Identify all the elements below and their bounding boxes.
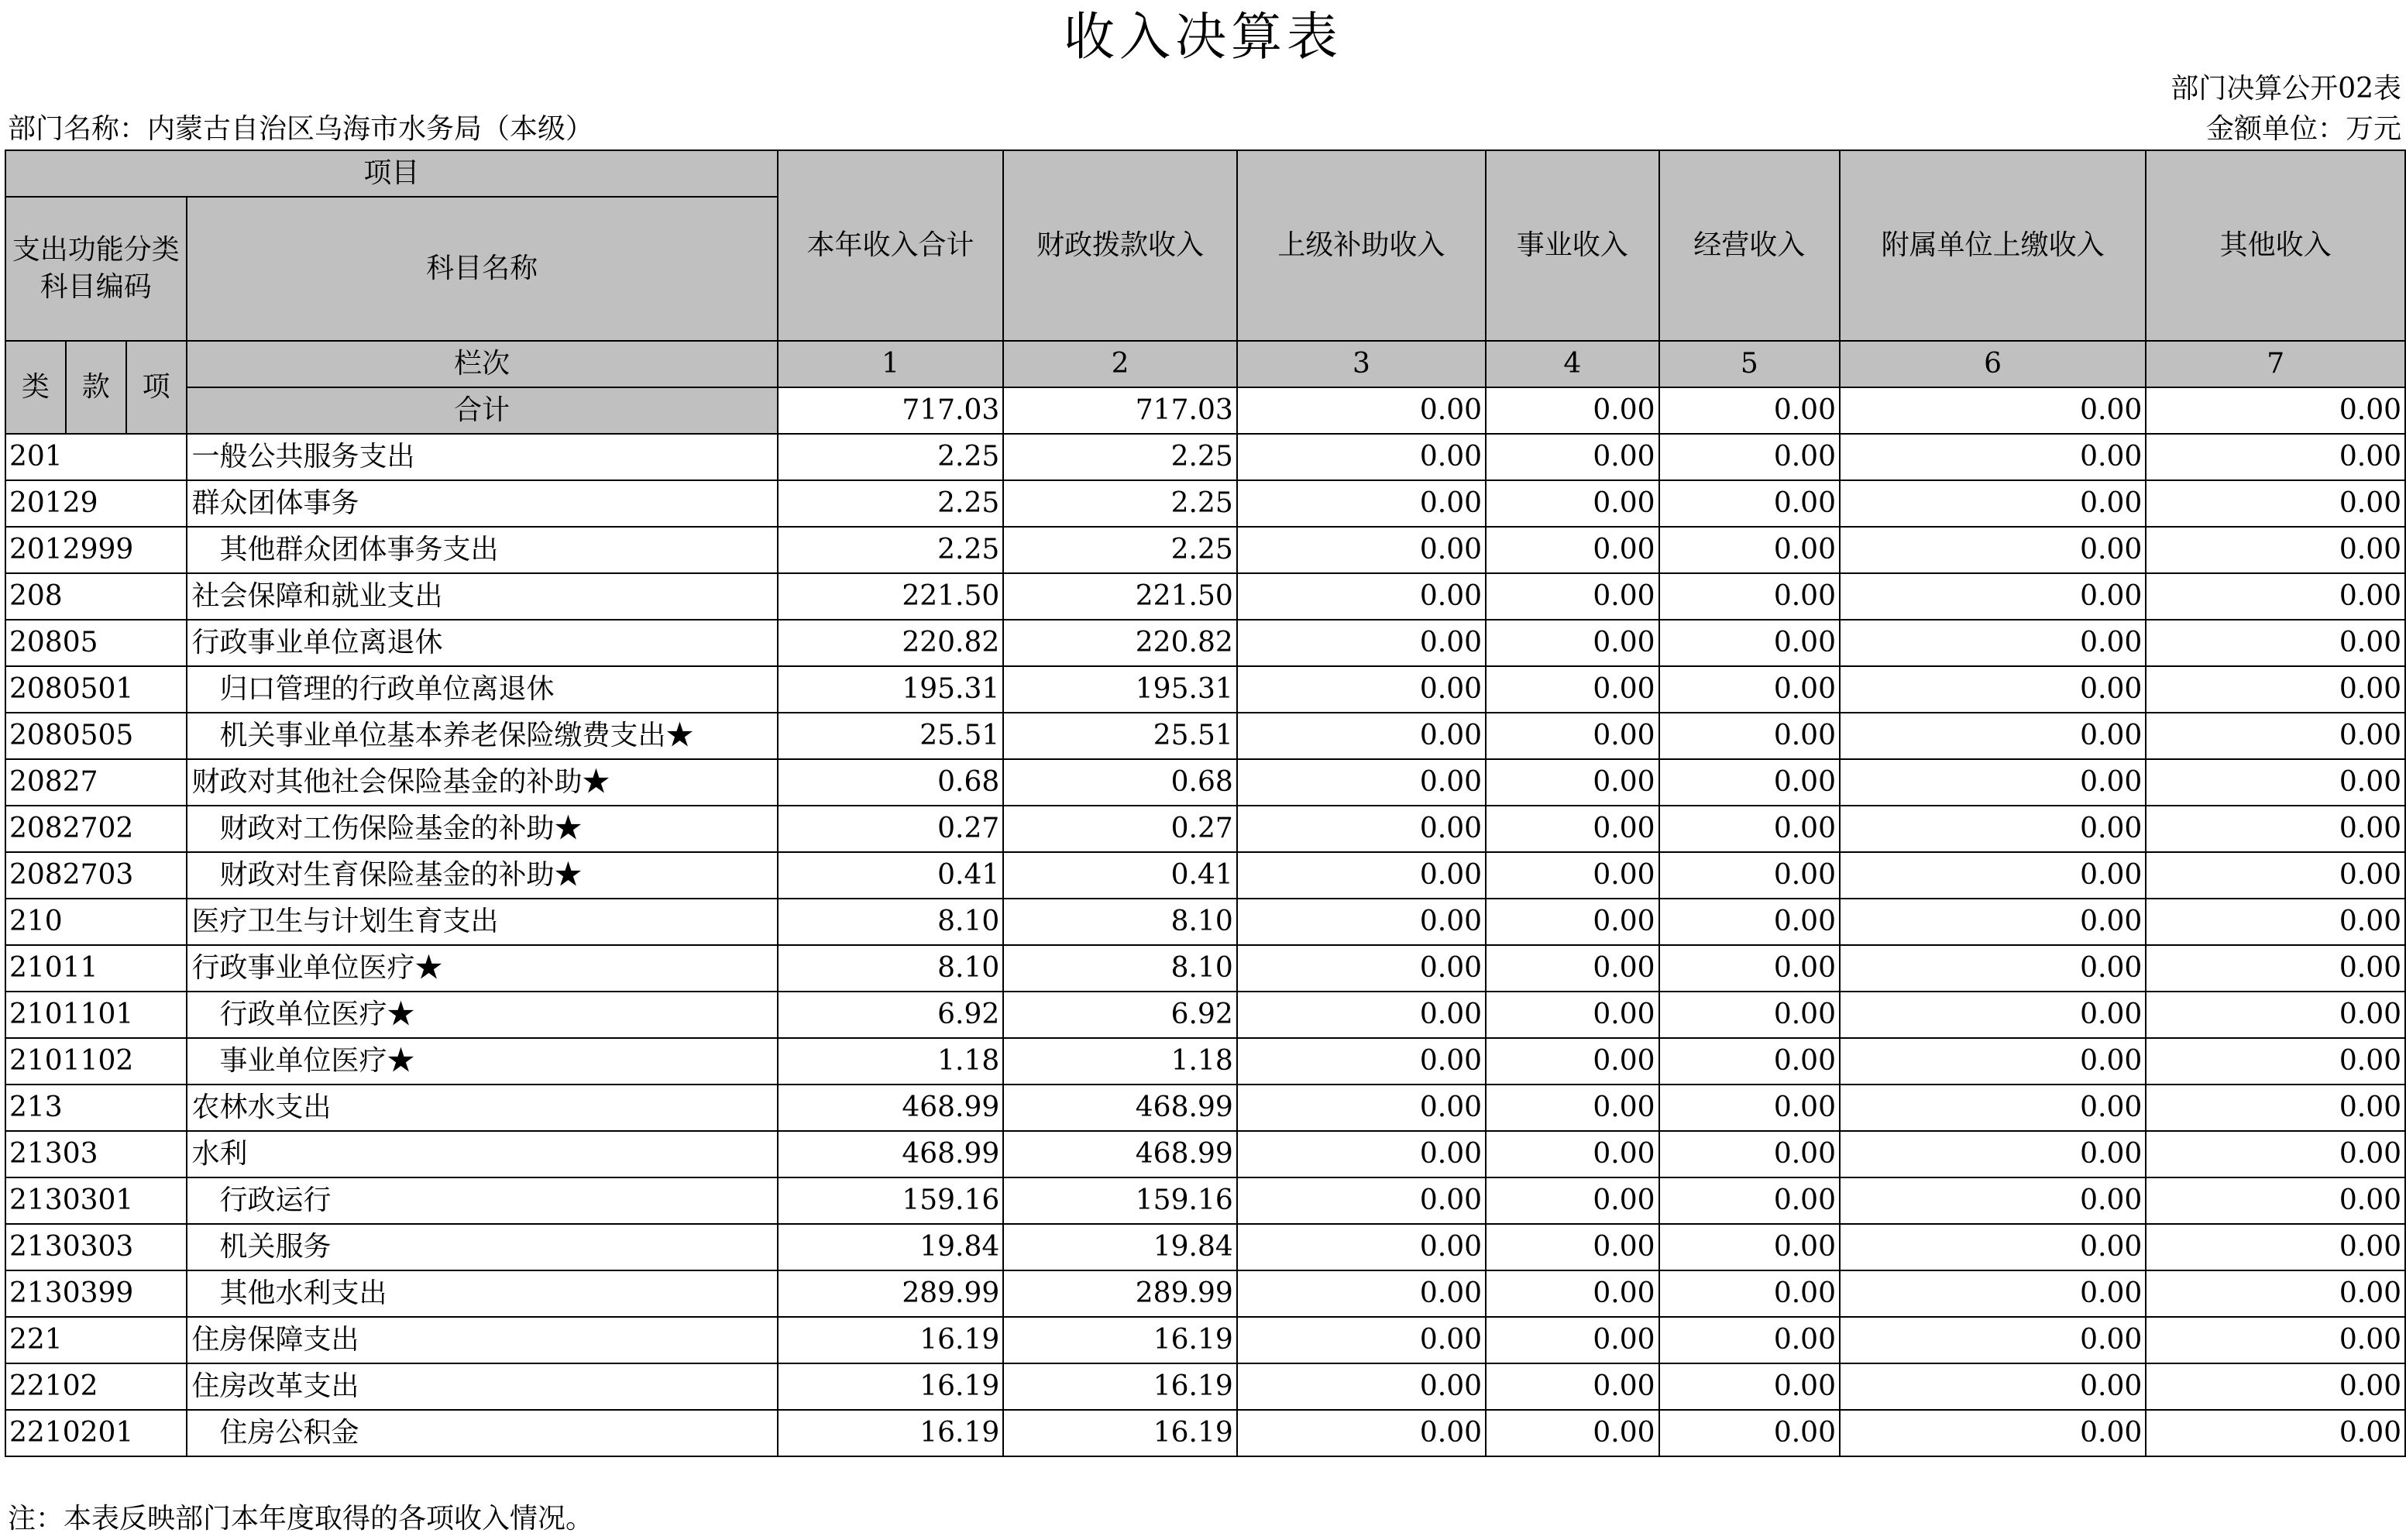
table-row: [5, 1224, 2405, 1270]
row-name: 行政事业单位医疗★: [187, 945, 778, 992]
row-value: 0.00: [1659, 1038, 1840, 1085]
table-row: [5, 573, 2405, 620]
row-value: 0.00: [1659, 992, 1840, 1038]
row-value: 2.25: [778, 480, 1004, 527]
row-value: 0.00: [1840, 1410, 2146, 1456]
row-code: 2080505: [5, 713, 187, 759]
row-value: 0.00: [1486, 1410, 1659, 1456]
total-value: 717.03: [1003, 387, 1236, 434]
row-value: 0.00: [1840, 1177, 2146, 1224]
row-value: 0.00: [1659, 1317, 1840, 1363]
row-name: 医疗卫生与计划生育支出: [187, 899, 778, 945]
row-value: 221.50: [1003, 573, 1236, 620]
table-row: [5, 1270, 2405, 1317]
row-code: 2101101: [5, 992, 187, 1038]
row-value: 2.25: [1003, 434, 1236, 480]
row-name: 农林水支出: [187, 1085, 778, 1131]
row-name: 机关事业单位基本养老保险缴费支出★: [187, 713, 778, 759]
row-value: 16.19: [1003, 1317, 1236, 1363]
row-value: 0.00: [1486, 1270, 1659, 1317]
row-value: 0.68: [1003, 759, 1236, 806]
row-name: 机关服务: [187, 1224, 778, 1270]
row-name: 财政对生育保险基金的补助★: [187, 852, 778, 899]
row-code: 20805: [5, 620, 187, 666]
row-value: 0.00: [1840, 806, 2146, 852]
row-value: 0.27: [1003, 806, 1236, 852]
row-value: 8.10: [1003, 899, 1236, 945]
row-value: 0.00: [2146, 1177, 2405, 1224]
row-value: 0.00: [1237, 852, 1486, 899]
table-row: [5, 1038, 2405, 1085]
row-value: 0.00: [1486, 1085, 1659, 1131]
row-value: 0.00: [1840, 1038, 2146, 1085]
row-value: 2.25: [1003, 480, 1236, 527]
total-row: [5, 387, 2405, 434]
row-value: 0.00: [1840, 573, 2146, 620]
row-value: 0.00: [1659, 1270, 1840, 1317]
col-header-1: 本年收入合计: [778, 150, 1004, 341]
row-value: 0.00: [1659, 899, 1840, 945]
row-code: 221: [5, 1317, 187, 1363]
col-num-6: 6: [1840, 341, 2146, 387]
row-value: 0.00: [1840, 1224, 2146, 1270]
row-code: 20827: [5, 759, 187, 806]
row-value: 1.18: [1003, 1038, 1236, 1085]
row-name: 群众团体事务: [187, 480, 778, 527]
row-value: 0.00: [1840, 527, 2146, 573]
row-code: 2012999: [5, 527, 187, 573]
row-value: 0.00: [1486, 573, 1659, 620]
row-name: 财政对其他社会保险基金的补助★: [187, 759, 778, 806]
col-num-7: 7: [2146, 341, 2405, 387]
table-row: [5, 759, 2405, 806]
row-code: 2082703: [5, 852, 187, 899]
row-name: 行政运行: [187, 1177, 778, 1224]
row-value: 16.19: [1003, 1410, 1236, 1456]
page-title: 收入决算表: [1064, 7, 1342, 67]
row-value: 0.00: [1840, 1317, 2146, 1363]
row-value: 468.99: [778, 1131, 1004, 1177]
row-code: 2130301: [5, 1177, 187, 1224]
row-value: 0.00: [1237, 899, 1486, 945]
row-value: 0.00: [1237, 945, 1486, 992]
row-value: 0.00: [2146, 899, 2405, 945]
row-value: 0.00: [1659, 480, 1840, 527]
row-value: 0.00: [1659, 1410, 1840, 1456]
row-value: 0.00: [1659, 759, 1840, 806]
row-value: 0.00: [1237, 1224, 1486, 1270]
row-value: 0.00: [1840, 713, 2146, 759]
row-value: 0.00: [1486, 759, 1659, 806]
row-value: 0.00: [1237, 480, 1486, 527]
row-name: 行政单位医疗★: [187, 992, 778, 1038]
row-value: 0.00: [1840, 852, 2146, 899]
row-value: 0.00: [1659, 945, 1840, 992]
row-value: 25.51: [1003, 713, 1236, 759]
col-num-3: 3: [1237, 341, 1486, 387]
row-value: 0.00: [2146, 620, 2405, 666]
row-value: 25.51: [778, 713, 1004, 759]
row-code: 208: [5, 573, 187, 620]
row-value: 0.00: [2146, 759, 2405, 806]
row-value: 0.00: [2146, 1270, 2405, 1317]
total-value: 717.03: [778, 387, 1004, 434]
row-code: 213: [5, 1085, 187, 1131]
row-name: 水利: [187, 1131, 778, 1177]
row-code: 22102: [5, 1363, 187, 1410]
col-header-5: 经营收入: [1659, 150, 1840, 341]
row-name: 归口管理的行政单位离退休: [187, 666, 778, 713]
row-value: 0.00: [1840, 1363, 2146, 1410]
row-value: 0.00: [1659, 620, 1840, 666]
row-value: 0.00: [2146, 1317, 2405, 1363]
col-num-1: 1: [778, 341, 1004, 387]
row-code: 21011: [5, 945, 187, 992]
header-row-1: [5, 150, 2405, 197]
row-value: 19.84: [1003, 1224, 1236, 1270]
row-value: 0.00: [1237, 1363, 1486, 1410]
table-row: [5, 666, 2405, 713]
row-code: 2082702: [5, 806, 187, 852]
row-value: 0.00: [1237, 527, 1486, 573]
row-value: 0.00: [1840, 759, 2146, 806]
total-value: 0.00: [1659, 387, 1840, 434]
row-value: 16.19: [778, 1410, 1004, 1456]
table-row: [5, 527, 2405, 573]
col-header-4: 事业收入: [1486, 150, 1659, 341]
total-value: 0.00: [1486, 387, 1659, 434]
row-value: 0.00: [1486, 666, 1659, 713]
row-value: 0.00: [2146, 434, 2405, 480]
row-value: 0.00: [1659, 1363, 1840, 1410]
row-value: 0.00: [1840, 434, 2146, 480]
row-value: 0.00: [2146, 1131, 2405, 1177]
row-value: 289.99: [778, 1270, 1004, 1317]
row-value: 195.31: [778, 666, 1004, 713]
row-value: 0.00: [1237, 1038, 1486, 1085]
row-value: 0.00: [1659, 666, 1840, 713]
row-value: 220.82: [778, 620, 1004, 666]
footnote: 注：本表反映部门本年度取得的各项收入情况。: [8, 1503, 594, 1535]
row-value: 468.99: [778, 1085, 1004, 1131]
row-value: 0.00: [1840, 992, 2146, 1038]
form-number: 部门决算公开02表: [2171, 73, 2401, 105]
row-value: 0.00: [1237, 1177, 1486, 1224]
row-value: 0.00: [1237, 573, 1486, 620]
row-value: 0.00: [1659, 1085, 1840, 1131]
row-value: 0.00: [1486, 620, 1659, 666]
row-code: 2130303: [5, 1224, 187, 1270]
row-value: 220.82: [1003, 620, 1236, 666]
table-row: [5, 1177, 2405, 1224]
row-value: 0.00: [1840, 945, 2146, 992]
row-value: 0.00: [1486, 1177, 1659, 1224]
table-row: [5, 1085, 2405, 1131]
row-value: 2.25: [778, 527, 1004, 573]
row-name: 住房改革支出: [187, 1363, 778, 1410]
row-value: 0.41: [1003, 852, 1236, 899]
row-value: 0.00: [1840, 1270, 2146, 1317]
col-header-7: 其他收入: [2146, 150, 2405, 341]
row-value: 0.00: [1237, 1410, 1486, 1456]
row-value: 6.92: [1003, 992, 1236, 1038]
row-value: 0.00: [1237, 759, 1486, 806]
row-code: 20129: [5, 480, 187, 527]
col-header-6: 附属单位上缴收入: [1840, 150, 2146, 341]
table-row: [5, 620, 2405, 666]
row-value: 0.00: [1840, 620, 2146, 666]
row-value: 0.00: [2146, 945, 2405, 992]
col-num-2: 2: [1003, 341, 1236, 387]
row-value: 0.00: [1237, 806, 1486, 852]
row-value: 0.00: [1659, 1224, 1840, 1270]
row-value: 0.00: [1237, 1270, 1486, 1317]
income-table: [5, 150, 2406, 1457]
row-value: 0.00: [1486, 1317, 1659, 1363]
row-value: 0.68: [778, 759, 1004, 806]
row-value: 0.00: [1840, 666, 2146, 713]
row-value: 16.19: [778, 1363, 1004, 1410]
row-value: 0.00: [1486, 806, 1659, 852]
row-value: 16.19: [778, 1317, 1004, 1363]
row-value: 0.27: [778, 806, 1004, 852]
lei-label: 类: [5, 341, 66, 434]
row-value: 0.00: [1659, 806, 1840, 852]
total-label: 合计: [187, 387, 778, 434]
row-value: 0.00: [1486, 945, 1659, 992]
col-header-2: 财政拨款收入: [1003, 150, 1236, 341]
row-value: 0.00: [2146, 1224, 2405, 1270]
row-value: 0.00: [1486, 1224, 1659, 1270]
department-name: 部门名称：内蒙古自治区乌海市水务局（本级）: [8, 113, 594, 145]
row-value: 0.00: [1486, 713, 1659, 759]
row-name: 事业单位医疗★: [187, 1038, 778, 1085]
row-value: 0.00: [1659, 852, 1840, 899]
row-value: 0.00: [2146, 852, 2405, 899]
row-value: 0.00: [2146, 1363, 2405, 1410]
row-value: 0.00: [2146, 713, 2405, 759]
row-value: 0.00: [1486, 992, 1659, 1038]
total-value: 0.00: [1840, 387, 2146, 434]
row-name: 一般公共服务支出: [187, 434, 778, 480]
xiang-label: 项: [126, 341, 187, 434]
col-num-4: 4: [1486, 341, 1659, 387]
row-value: 0.00: [1486, 527, 1659, 573]
row-value: 0.00: [1840, 480, 2146, 527]
row-value: 0.00: [1237, 620, 1486, 666]
row-value: 0.00: [1486, 480, 1659, 527]
row-value: 1.18: [778, 1038, 1004, 1085]
row-value: 0.00: [2146, 527, 2405, 573]
row-value: 0.00: [1486, 899, 1659, 945]
row-code: 201: [5, 434, 187, 480]
row-value: 0.00: [1659, 1131, 1840, 1177]
row-name: 社会保障和就业支出: [187, 573, 778, 620]
col-index-label: 栏次: [187, 341, 778, 387]
table-row: [5, 899, 2405, 945]
row-name: 其他群众团体事务支出: [187, 527, 778, 573]
project-header: 项目: [5, 150, 778, 197]
row-value: 0.00: [1237, 1085, 1486, 1131]
total-value: 0.00: [1237, 387, 1486, 434]
row-value: 8.10: [778, 899, 1004, 945]
row-value: 159.16: [778, 1177, 1004, 1224]
row-value: 0.00: [1486, 1038, 1659, 1085]
row-value: 0.00: [1659, 434, 1840, 480]
col-header-3: 上级补助收入: [1237, 150, 1486, 341]
row-name: 住房保障支出: [187, 1317, 778, 1363]
row-value: 195.31: [1003, 666, 1236, 713]
table-row: [5, 1363, 2405, 1410]
row-value: 0.00: [1237, 713, 1486, 759]
row-value: 0.00: [1659, 713, 1840, 759]
row-value: 0.00: [1659, 527, 1840, 573]
row-value: 0.00: [2146, 992, 2405, 1038]
table-row: [5, 713, 2405, 759]
row-value: 289.99: [1003, 1270, 1236, 1317]
table-row: [5, 1410, 2405, 1456]
amount-unit: 金额单位：万元: [2205, 113, 2401, 145]
table-row: [5, 1317, 2405, 1363]
table-row: [5, 806, 2405, 852]
row-value: 8.10: [1003, 945, 1236, 992]
row-value: 0.00: [2146, 806, 2405, 852]
table-row: [5, 434, 2405, 480]
row-name: 财政对工伤保险基金的补助★: [187, 806, 778, 852]
name-label: 科目名称: [187, 197, 778, 341]
row-code: 2101102: [5, 1038, 187, 1085]
col-num-5: 5: [1659, 341, 1840, 387]
table-row: [5, 852, 2405, 899]
table-row: [5, 945, 2405, 992]
row-value: 0.00: [1237, 666, 1486, 713]
row-value: 221.50: [778, 573, 1004, 620]
row-name: 行政事业单位离退休: [187, 620, 778, 666]
row-value: 0.00: [1486, 434, 1659, 480]
row-value: 0.00: [1840, 899, 2146, 945]
row-value: 0.00: [1486, 852, 1659, 899]
row-value: 0.00: [1237, 1131, 1486, 1177]
row-value: 8.10: [778, 945, 1004, 992]
row-value: 6.92: [778, 992, 1004, 1038]
row-value: 0.41: [778, 852, 1004, 899]
row-value: 159.16: [1003, 1177, 1236, 1224]
row-value: 19.84: [778, 1224, 1004, 1270]
row-value: 0.00: [1840, 1131, 2146, 1177]
row-code: 21303: [5, 1131, 187, 1177]
row-value: 468.99: [1003, 1085, 1236, 1131]
row-code: 2080501: [5, 666, 187, 713]
total-value: 0.00: [2146, 387, 2405, 434]
table-row: [5, 992, 2405, 1038]
code-label: 支出功能分类科目编码: [5, 197, 187, 341]
row-value: 0.00: [1237, 1317, 1486, 1363]
row-name: 住房公积金: [187, 1410, 778, 1456]
row-value: 0.00: [2146, 1038, 2405, 1085]
table-row: [5, 1131, 2405, 1177]
row-value: 0.00: [2146, 1085, 2405, 1131]
row-code: 2130399: [5, 1270, 187, 1317]
row-value: 2.25: [1003, 527, 1236, 573]
row-value: 0.00: [1659, 573, 1840, 620]
row-value: 0.00: [2146, 1410, 2405, 1456]
row-value: 0.00: [1486, 1363, 1659, 1410]
row-value: 0.00: [2146, 573, 2405, 620]
row-name: 其他水利支出: [187, 1270, 778, 1317]
row-code: 2210201: [5, 1410, 187, 1456]
row-code: 210: [5, 899, 187, 945]
row-value: 468.99: [1003, 1131, 1236, 1177]
row-value: 0.00: [2146, 480, 2405, 527]
table-row: [5, 480, 2405, 527]
row-value: 0.00: [2146, 666, 2405, 713]
row-value: 2.25: [778, 434, 1004, 480]
row-value: 0.00: [1237, 434, 1486, 480]
row-value: 0.00: [1659, 1177, 1840, 1224]
kuan-label: 款: [66, 341, 126, 434]
row-value: 16.19: [1003, 1363, 1236, 1410]
header-row-3: [5, 341, 2405, 387]
row-value: 0.00: [1840, 1085, 2146, 1131]
row-value: 0.00: [1486, 1131, 1659, 1177]
row-value: 0.00: [1237, 992, 1486, 1038]
